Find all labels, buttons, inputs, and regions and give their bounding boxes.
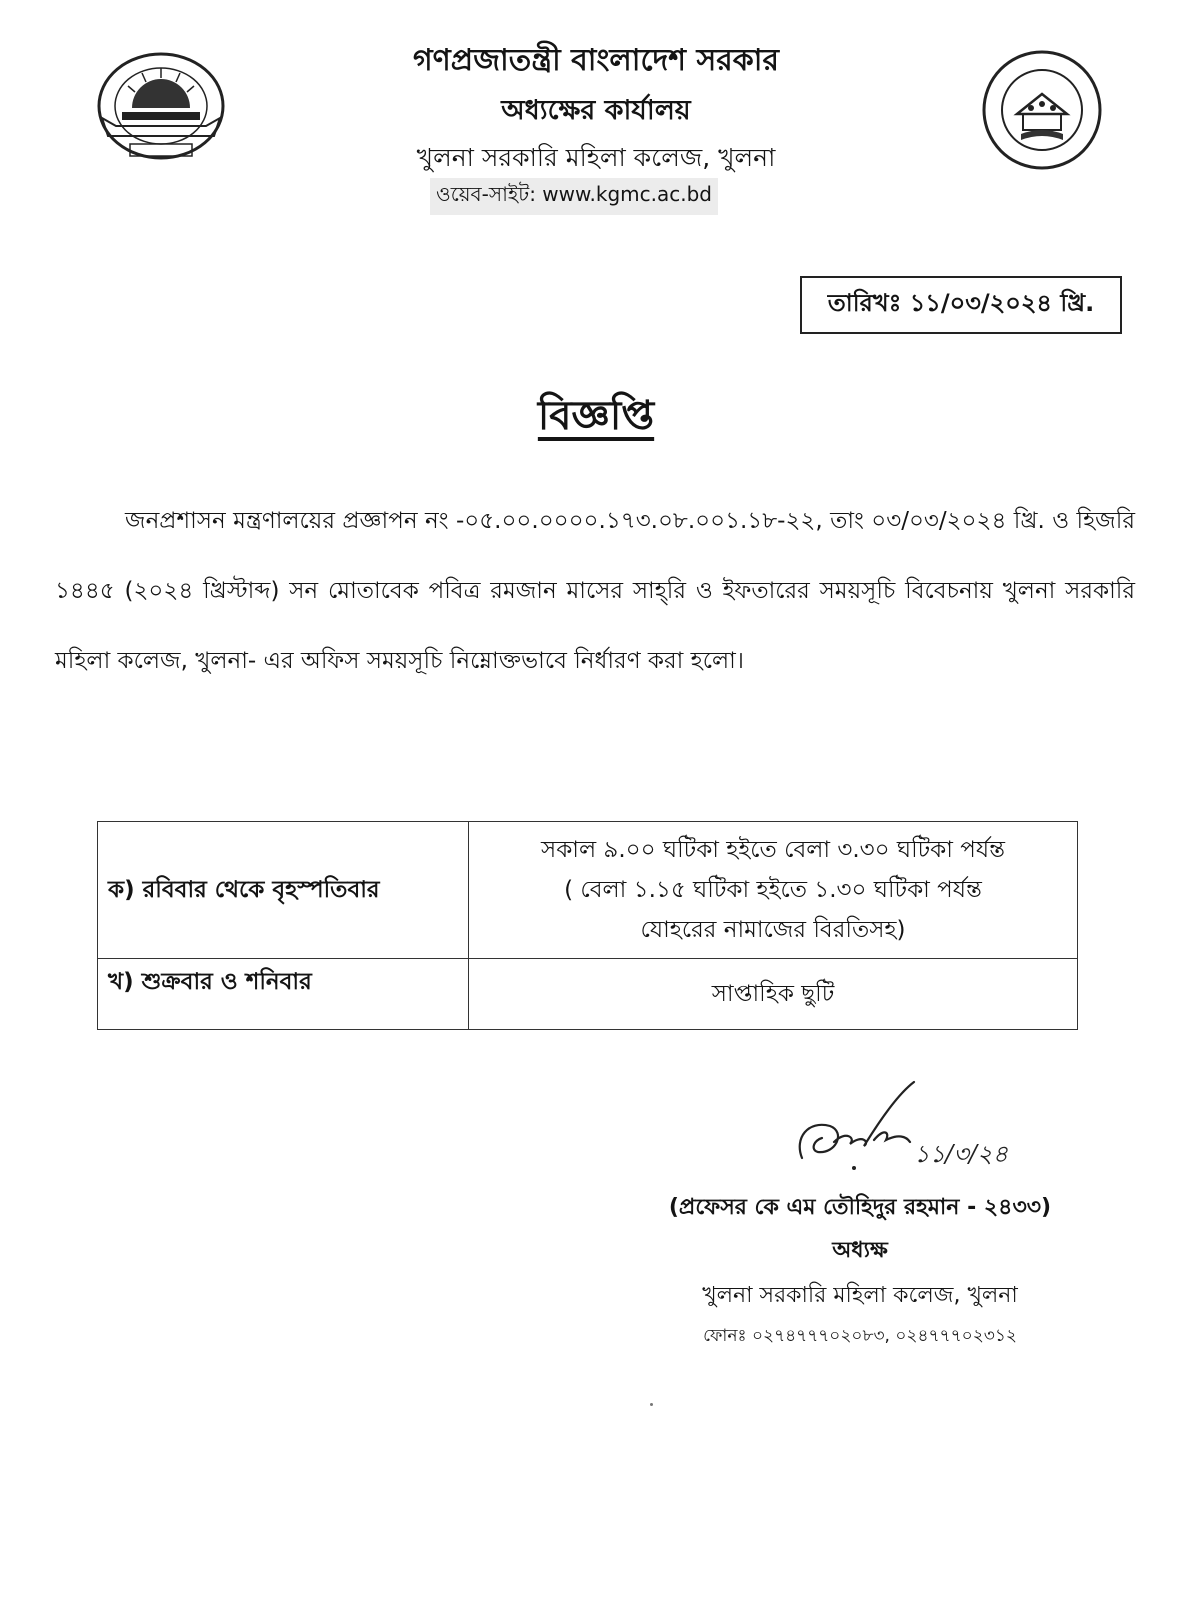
schedule-table <box>97 821 1078 1030</box>
schedule-time-cell <box>469 822 1078 959</box>
signatory-institution: খুলনা সরকারি মহিলা কলেজ, খুলনা <box>702 1283 1018 1308</box>
signature-date: ১১/৩/২৪ <box>914 1140 1009 1168</box>
table-row <box>98 822 1078 959</box>
scan-speck <box>650 1403 653 1406</box>
schedule-time-line: যোহরের নামাজের বিরতিসহ) <box>640 917 906 943</box>
date-box <box>800 276 1122 334</box>
schedule-time-cell <box>469 959 1078 1030</box>
government-name: গণপ্রজাতন্ত্রী বাংলাদেশ সরকার <box>413 43 779 78</box>
schedule-days-cell: ক) রবিবার থেকে বৃহস্পতিবার <box>98 822 469 959</box>
notice-title-text: বিজ্ঞপ্তি <box>537 393 655 439</box>
schedule-time-line: সকাল ৯.০০ ঘটিকা হইতে বেলা ৩.৩০ ঘটিকা পর্যন্ত <box>541 837 1005 863</box>
signature-block <box>640 1190 1080 1351</box>
notice-title <box>0 384 1192 451</box>
office-name: অধ্যক্ষের কার্যালয় <box>501 95 691 126</box>
website-text: ওয়েব-সাইট: www.kgmc.ac.bd <box>430 178 718 215</box>
signatory-name: (প্রফেসর কে এম তৌহিদুর রহমান - ২৪৩৩) <box>668 1195 1052 1220</box>
paragraph-text: জনপ্রশাসন মন্ত্রণালয়ের প্রজ্ঞাপন নং -০৫.০০.০০০০.১৭৩.০৮.০০১.১৮-২২, তাং ০৩/০৩/২০২৪ খ্রি. ও হিজরি ১৪৪৫ (২০২৪ খ্রিস্টাব্দ) সন মোতাবেক পবিত্র রমজান মাসের সাহ্‌রি ও ইফতারের সময়সূচি বিবেচনায় খুলনা সরকারি মহিলা কলেজ, খুলনা- এর অফিস সময়সূচি নিম্নোক্তভাবে নির্ধারণ করা হলো। <box>55 508 1135 674</box>
date-text: তারিখঃ ১১/০৩/২০২৪ খ্রি. <box>827 289 1095 317</box>
signatory-phone: ফোনঃ ০২৭৪৭৭৭০২০৮৩, ০২৪৭৭৭০২৩১২ <box>703 1326 1017 1346</box>
schedule-time-line: ( বেলা ১.১৫ ঘটিকা হইতে ১.৩০ ঘটিকা পর্যন্ত <box>564 877 982 903</box>
schedule-time-line: সাপ্তাহিক ছুটি <box>711 981 835 1007</box>
table-row <box>98 959 1078 1030</box>
handwritten-signature <box>790 1080 1030 1190</box>
schedule-days-cell: খ) শুক্রবার ও শনিবার <box>98 959 469 1030</box>
college-name: খুলনা সরকারি মহিলা কলেজ, খুলনা <box>416 143 776 172</box>
notice-paragraph <box>55 486 1135 696</box>
signatory-role: অধ্যক্ষ <box>832 1238 888 1263</box>
